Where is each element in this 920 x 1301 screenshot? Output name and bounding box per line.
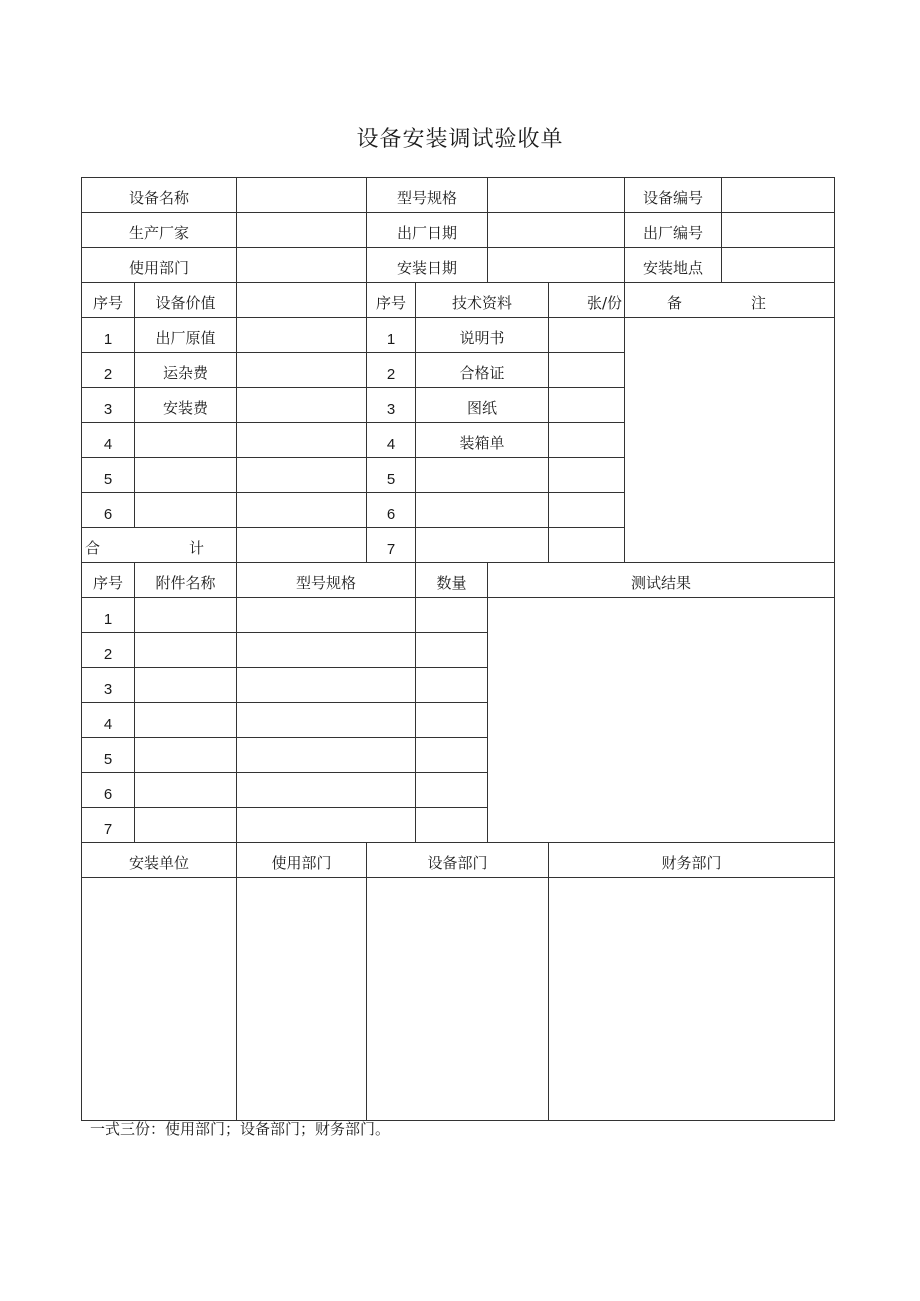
accessory-qty[interactable] — [416, 703, 488, 738]
value-seq: 1 — [82, 318, 135, 353]
accessory-seq: 1 — [82, 598, 135, 633]
manufacturer-value[interactable] — [237, 213, 367, 248]
install-place-value[interactable] — [722, 248, 835, 283]
tech-pages[interactable] — [549, 493, 625, 528]
accessory-seq: 7 — [82, 808, 135, 843]
accessory-seq-header: 序号 — [82, 563, 135, 598]
value-amount[interactable] — [237, 423, 367, 458]
install-place-label: 安装地点 — [625, 248, 722, 283]
accessory-row — [82, 598, 835, 633]
page-title: 设备安装调试验收单 — [356, 127, 564, 152]
value-header: 设备价值 — [135, 283, 237, 318]
accessory-name[interactable] — [135, 633, 237, 668]
install-date-value[interactable] — [488, 248, 625, 283]
tech-pages[interactable] — [549, 423, 625, 458]
accessory-spec[interactable] — [237, 598, 416, 633]
value-item[interactable] — [135, 458, 237, 493]
device-name-label: 设备名称 — [82, 178, 237, 213]
use-dept-value[interactable] — [237, 248, 367, 283]
tech-item: 说明书 — [416, 318, 549, 353]
tech-seq: 7 — [367, 528, 416, 563]
install-unit-sign-area[interactable] — [82, 878, 237, 1121]
value-amount[interactable] — [237, 458, 367, 493]
finance-dept-sign-area[interactable] — [549, 878, 835, 1121]
value-item: 安装费 — [135, 388, 237, 423]
tech-item: 装箱单 — [416, 423, 549, 458]
tech-pages[interactable] — [549, 388, 625, 423]
accessory-spec[interactable] — [237, 773, 416, 808]
accessory-spec[interactable] — [237, 738, 416, 773]
tech-seq: 2 — [367, 353, 416, 388]
install-date-label: 安装日期 — [367, 248, 488, 283]
value-header-blank — [237, 283, 367, 318]
factory-no-value[interactable] — [722, 213, 835, 248]
accessory-spec[interactable] — [237, 703, 416, 738]
accessory-qty[interactable] — [416, 598, 488, 633]
tech-pages[interactable] — [549, 528, 625, 563]
sign-row — [82, 878, 835, 1121]
device-no-value[interactable] — [722, 178, 835, 213]
tech-item[interactable] — [416, 528, 549, 563]
info-row — [82, 248, 835, 283]
value-row — [82, 318, 835, 353]
remark-header — [625, 283, 835, 318]
acceptance-form-table — [81, 177, 835, 1121]
accessory-qty[interactable] — [416, 633, 488, 668]
value-amount[interactable] — [237, 493, 367, 528]
model-spec-label: 型号规格 — [367, 178, 488, 213]
value-amount[interactable] — [237, 353, 367, 388]
tech-header: 技术资料 — [416, 283, 549, 318]
info-row — [82, 178, 835, 213]
tech-item: 合格证 — [416, 353, 549, 388]
use-dept-label: 使用部门 — [82, 248, 237, 283]
value-seq: 3 — [82, 388, 135, 423]
factory-no-label: 出厂编号 — [625, 213, 722, 248]
accessory-name[interactable] — [135, 808, 237, 843]
equipment-dept-sign-area[interactable] — [367, 878, 549, 1121]
accessory-spec[interactable] — [237, 668, 416, 703]
seq-header: 序号 — [82, 283, 135, 318]
tech-pages[interactable] — [549, 458, 625, 493]
model-spec-value[interactable] — [488, 178, 625, 213]
test-result-header: 测试结果 — [488, 563, 835, 598]
accessory-seq: 5 — [82, 738, 135, 773]
remark-header-char1: 备 — [667, 294, 683, 312]
accessory-qty[interactable] — [416, 738, 488, 773]
accessory-spec[interactable] — [237, 808, 416, 843]
info-row — [82, 213, 835, 248]
value-amount[interactable] — [237, 388, 367, 423]
accessory-name[interactable] — [135, 598, 237, 633]
remark-header-char2: 注 — [751, 294, 767, 312]
accessory-name[interactable] — [135, 703, 237, 738]
device-name-value[interactable] — [237, 178, 367, 213]
accessory-header-row — [82, 563, 835, 598]
accessory-spec-header: 型号规格 — [237, 563, 416, 598]
value-seq: 4 — [82, 423, 135, 458]
sign-header-row — [82, 843, 835, 878]
sign-equipment-dept-header: 设备部门 — [367, 843, 549, 878]
accessory-qty[interactable] — [416, 808, 488, 843]
tech-seq: 4 — [367, 423, 416, 458]
total-amount[interactable] — [237, 528, 367, 563]
manufacturer-label: 生产厂家 — [82, 213, 237, 248]
value-seq: 5 — [82, 458, 135, 493]
value-item: 出厂原值 — [135, 318, 237, 353]
tech-item: 图纸 — [416, 388, 549, 423]
tech-item[interactable] — [416, 493, 549, 528]
accessory-spec[interactable] — [237, 633, 416, 668]
tech-pages[interactable] — [549, 353, 625, 388]
accessory-name[interactable] — [135, 668, 237, 703]
factory-date-value[interactable] — [488, 213, 625, 248]
factory-date-label: 出厂日期 — [367, 213, 488, 248]
tech-seq-header: 序号 — [367, 283, 416, 318]
sign-finance-dept-header: 财务部门 — [549, 843, 835, 878]
total-label — [82, 528, 237, 563]
total-label-char2: 计 — [189, 539, 205, 557]
tech-seq: 1 — [367, 318, 416, 353]
footer-note: 一式三份：使用部门；设备部门；财务部门。 — [90, 1120, 391, 1138]
value-item[interactable] — [135, 493, 237, 528]
value-header-row — [82, 283, 835, 318]
accessory-qty[interactable] — [416, 773, 488, 808]
install-unit-header: 安装单位 — [82, 843, 237, 878]
value-amount[interactable] — [237, 318, 367, 353]
tech-pages[interactable] — [549, 318, 625, 353]
value-item: 运杂费 — [135, 353, 237, 388]
accessory-seq: 2 — [82, 633, 135, 668]
use-dept-sign-area[interactable] — [237, 878, 367, 1121]
test-result-area[interactable] — [488, 598, 835, 843]
accessory-seq: 4 — [82, 703, 135, 738]
device-no-label: 设备编号 — [625, 178, 722, 213]
value-seq: 2 — [82, 353, 135, 388]
tech-seq: 6 — [367, 493, 416, 528]
accessory-name[interactable] — [135, 738, 237, 773]
remark-area[interactable] — [625, 318, 835, 563]
value-item[interactable] — [135, 423, 237, 458]
accessory-name-header: 附件名称 — [135, 563, 237, 598]
accessory-seq: 3 — [82, 668, 135, 703]
accessory-qty-header: 数量 — [416, 563, 488, 598]
pages-header: 张/份 — [549, 283, 625, 318]
sign-use-dept-header: 使用部门 — [237, 843, 367, 878]
value-seq: 6 — [82, 493, 135, 528]
tech-seq: 5 — [367, 458, 416, 493]
tech-item[interactable] — [416, 458, 549, 493]
total-label-char1: 合 — [85, 539, 101, 557]
tech-seq: 3 — [367, 388, 416, 423]
accessory-seq: 6 — [82, 773, 135, 808]
accessory-name[interactable] — [135, 773, 237, 808]
accessory-qty[interactable] — [416, 668, 488, 703]
